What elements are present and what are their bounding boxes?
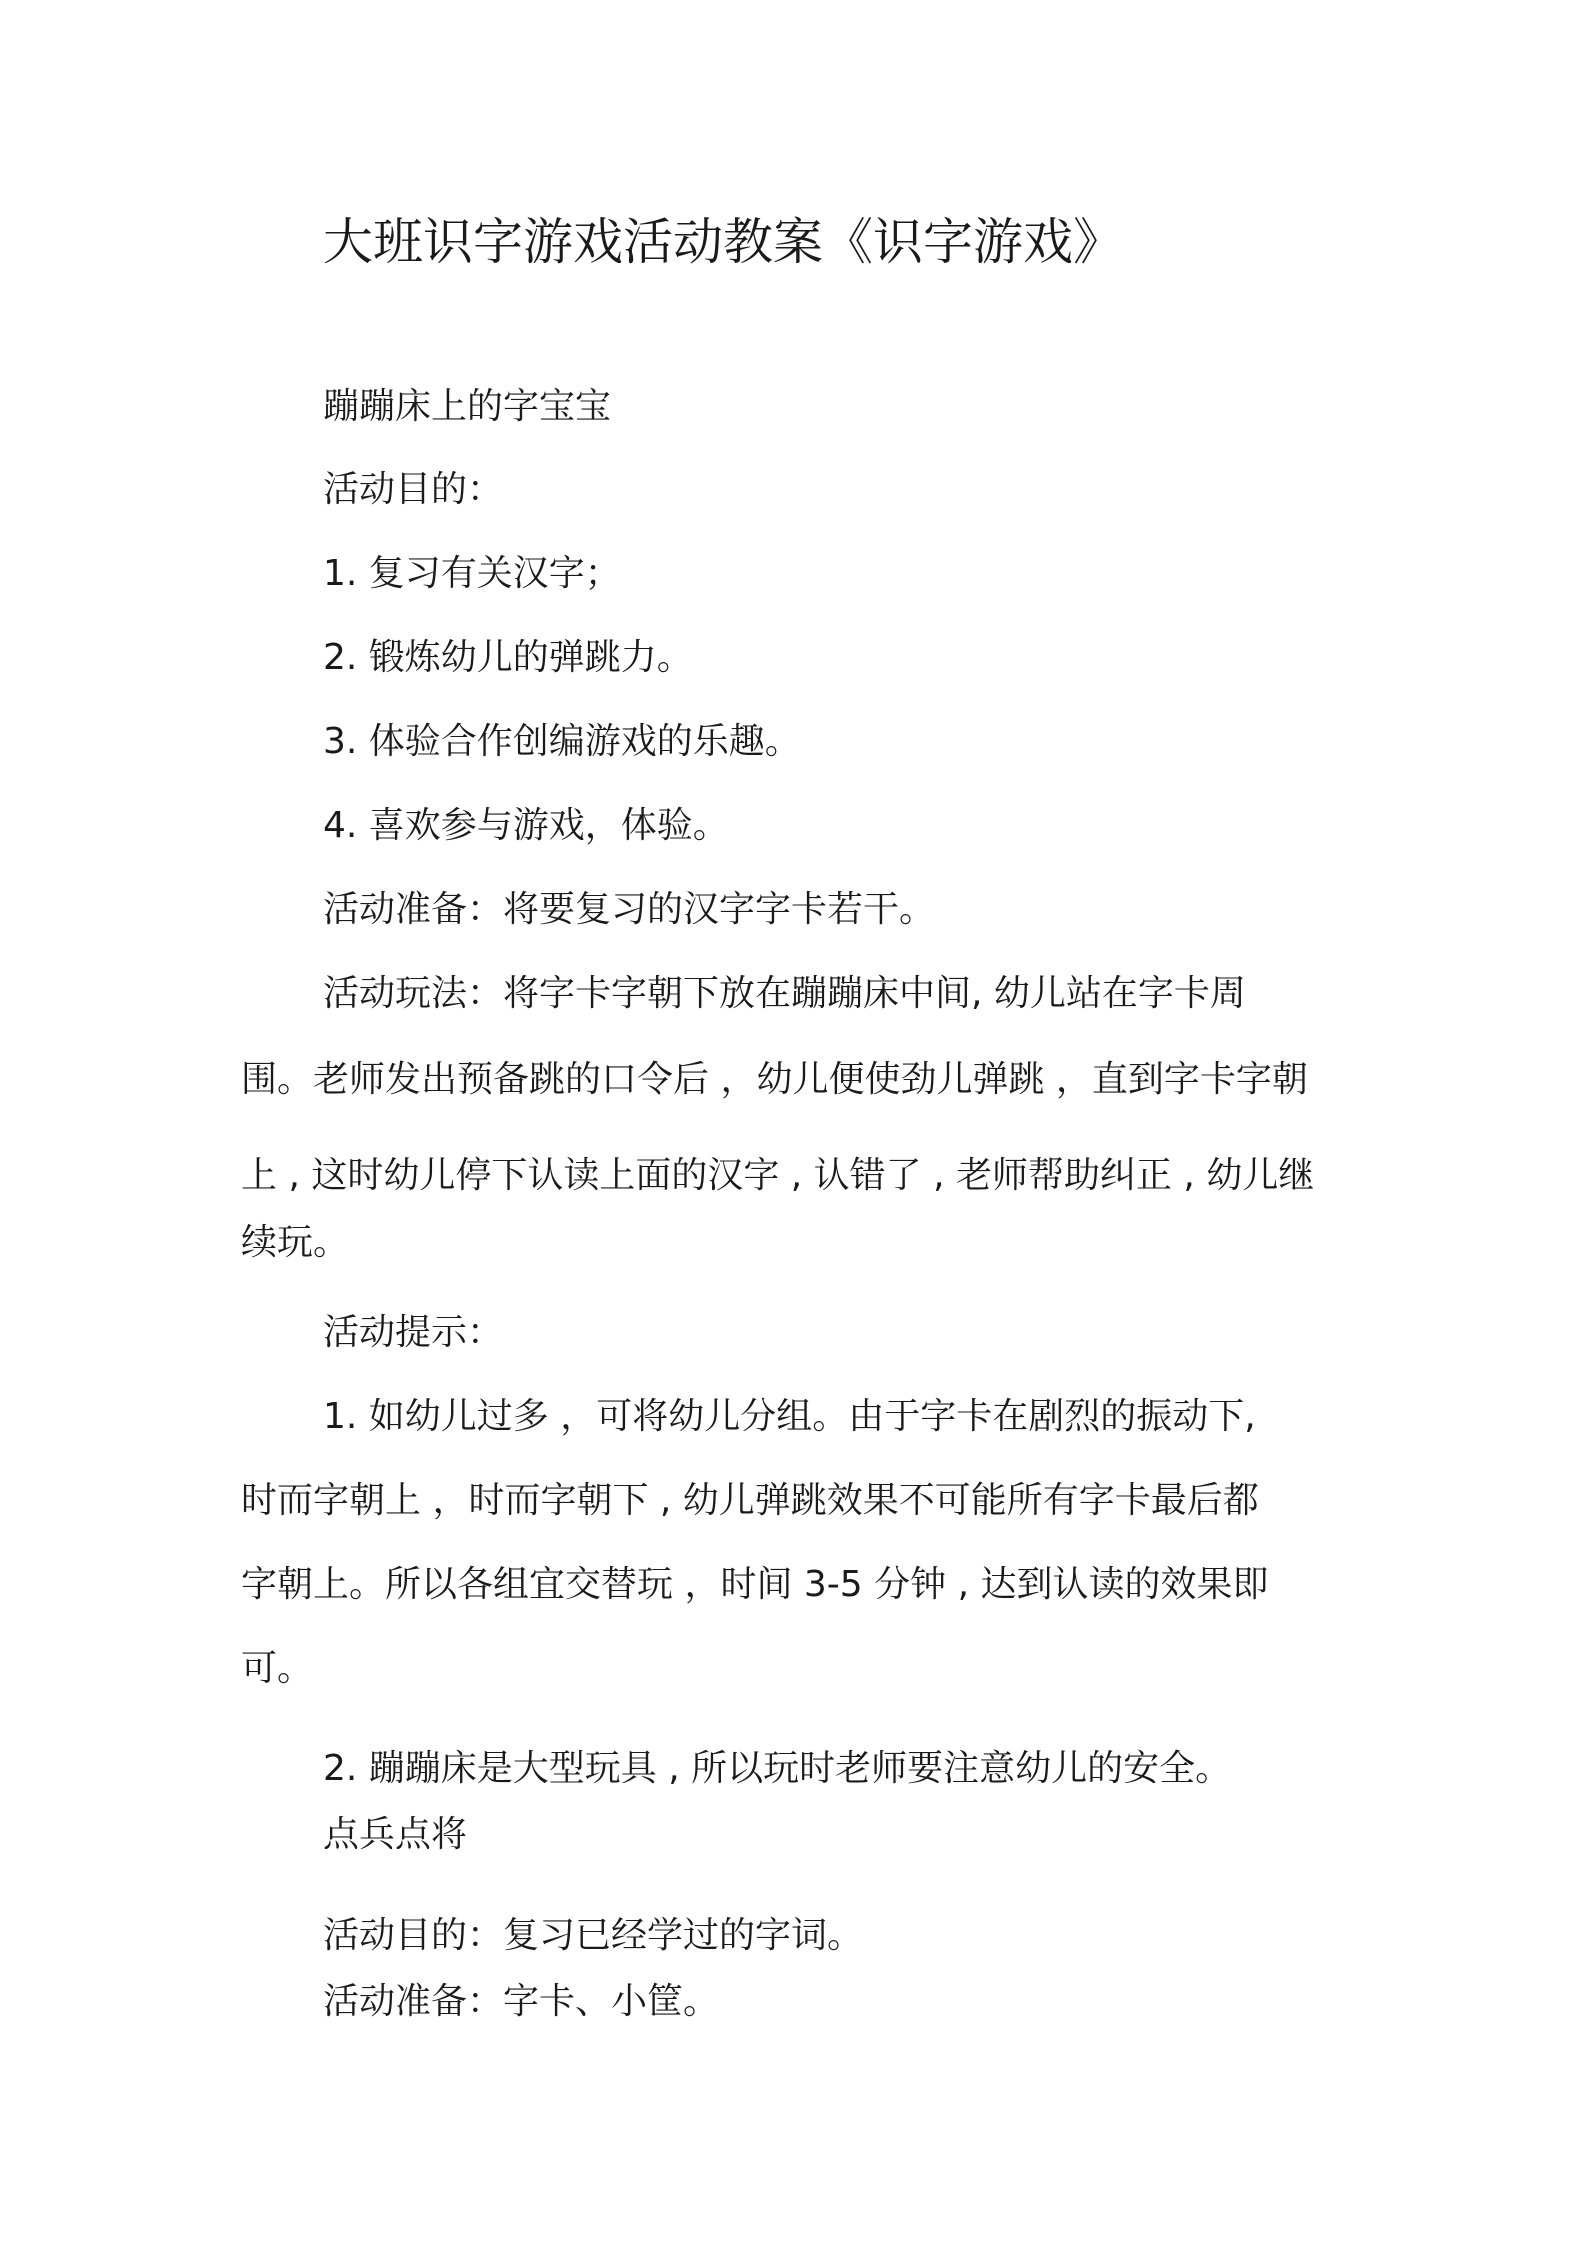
section-heading-trampoline: 蹦蹦床上的字宝宝 (323, 386, 612, 427)
gameplay-text-line-2: 围。老师发出预备跳的口令后 ，幼儿便使劲儿弹跳 ，直到字卡字朝 (241, 1059, 1308, 1100)
objectives-heading: 活动目的： (323, 469, 504, 510)
tips-heading: 活动提示： (323, 1312, 504, 1353)
document-title: 大班识字游戏活动教案《识字游戏》 (323, 213, 1123, 271)
tip-1-line-1: 1. 如幼儿过多 ，可将幼儿分组。由于字卡在剧烈的振动下, (323, 1396, 1256, 1437)
gameplay-text-line-4: 续玩。 (241, 1222, 350, 1263)
section-heading-roll-call: 点兵点将 (323, 1814, 468, 1855)
objective-item-2: 2. 锻炼幼儿的弹跳力。 (323, 637, 693, 678)
tip-1-line-3: 字朝上。所以各组宜交替玩 ，时间 3-5 分钟 , 达到认读的效果即 (241, 1564, 1269, 1605)
tip-2-text: 2. 蹦蹦床是大型玩具 , 所以玩时老师要注意幼儿的安全。 (323, 1748, 1232, 1789)
gameplay-text-line-1: 活动玩法：将字卡字朝下放在蹦蹦床中间, 幼儿站在字卡周 (323, 973, 1246, 1014)
tip-1-line-2: 时而字朝上 ，时而字朝下 , 幼儿弹跳效果不可能所有字卡最后都 (241, 1480, 1259, 1521)
tip-1-line-4: 可。 (241, 1648, 314, 1689)
roll-call-objective: 活动目的：复习已经学过的字词。 (323, 1915, 864, 1956)
objective-item-4: 4. 喜欢参与游戏，体验。 (323, 805, 729, 846)
roll-call-preparation: 活动准备：字卡、小筐。 (323, 1981, 720, 2022)
objective-item-3: 3. 体验合作创编游戏的乐趣。 (323, 721, 801, 762)
objective-item-1: 1. 复习有关汉字； (323, 553, 621, 594)
gameplay-text-line-3: 上 , 这时幼儿停下认读上面的汉字 , 认错了 , 老师帮助纠正 , 幼儿继 (241, 1155, 1315, 1196)
preparation-text: 活动准备：将要复习的汉字字卡若干。 (323, 889, 936, 930)
